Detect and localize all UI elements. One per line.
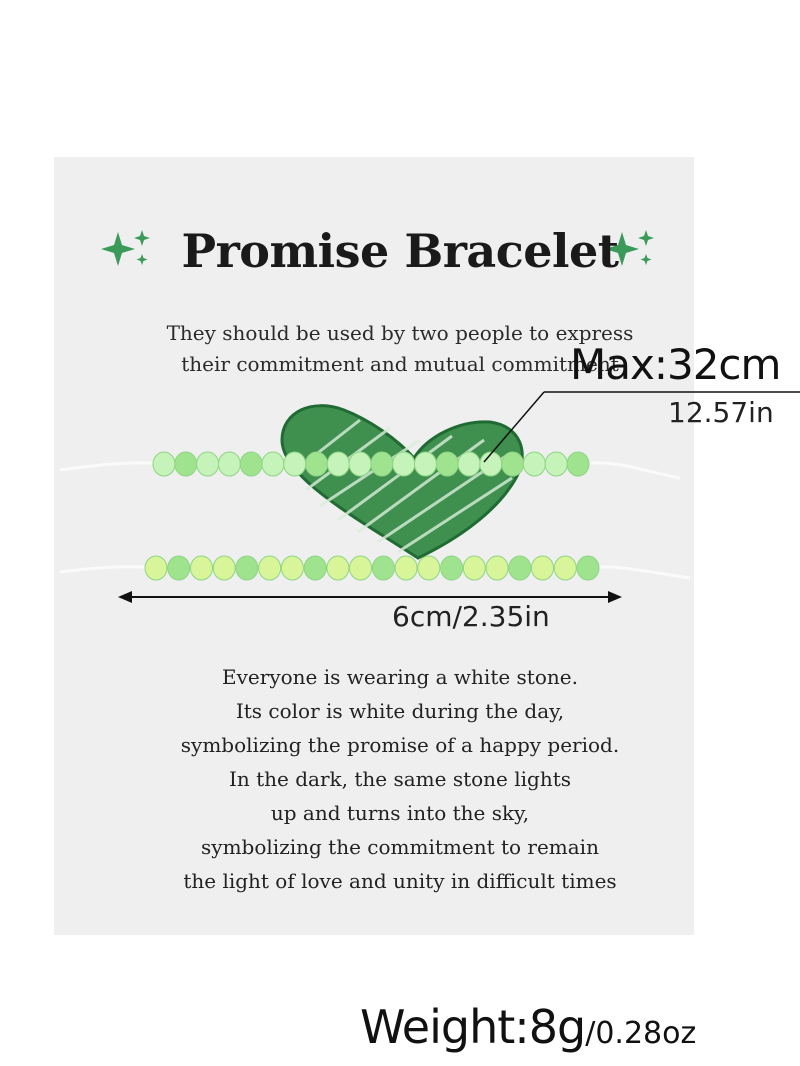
bead (191, 556, 213, 580)
bead (262, 452, 284, 476)
bead (372, 556, 394, 580)
bead (545, 452, 567, 476)
intro-line: their commitment and mutual commitment (181, 352, 619, 376)
bead (577, 556, 599, 580)
bead (567, 452, 589, 476)
bead (240, 452, 262, 476)
bead (306, 452, 328, 476)
bead (554, 556, 576, 580)
bead (350, 556, 372, 580)
bead (304, 556, 326, 580)
poem-line: the light of love and unity in difficult times (183, 869, 617, 893)
bracelet-bottom (60, 556, 690, 580)
bead (349, 452, 371, 476)
max-length-label: Max:32cm (570, 340, 781, 389)
weight-ounces: /0.28oz (585, 1016, 697, 1051)
bead (458, 452, 480, 476)
max-length-inches-label: 12.57in (668, 396, 774, 429)
poem-line: up and turns into the sky, (270, 801, 530, 825)
poem-line: Its color is white during the day, (235, 699, 565, 723)
bead (486, 556, 508, 580)
poem-line: In the dark, the same stone lights (228, 767, 572, 791)
bead (418, 556, 440, 580)
bead (168, 556, 190, 580)
weight-label (360, 1000, 696, 1054)
bead (371, 452, 393, 476)
weight-grams: Weight:8g (360, 1000, 586, 1054)
bead (436, 452, 458, 476)
poem-line: Everyone is wearing a white stone. (222, 665, 578, 689)
card-title: Promise Bracelet (181, 224, 619, 278)
bead (175, 452, 197, 476)
bead (218, 452, 240, 476)
bead (509, 556, 531, 580)
bead (395, 556, 417, 580)
bead (415, 452, 437, 476)
bead (197, 452, 219, 476)
poem-line: symbolizing the commitment to remain (201, 835, 599, 859)
bead (281, 556, 303, 580)
bead (502, 452, 524, 476)
heart-icon (282, 406, 522, 558)
bead (145, 556, 167, 580)
bead (153, 452, 175, 476)
intro-line: They should be used by two people to express (166, 321, 634, 345)
poem-line: symbolizing the promise of a happy period. (180, 733, 620, 757)
bead (284, 452, 306, 476)
bead (532, 556, 554, 580)
bead (259, 556, 281, 580)
bead (327, 556, 349, 580)
bead-length-label: 6cm/2.35in (392, 600, 550, 633)
bead (480, 452, 502, 476)
bead (236, 556, 258, 580)
bead (327, 452, 349, 476)
bead (441, 556, 463, 580)
poem-text (0, 660, 800, 898)
bead (393, 452, 415, 476)
bead (213, 556, 235, 580)
bead (523, 452, 545, 476)
bead (463, 556, 485, 580)
